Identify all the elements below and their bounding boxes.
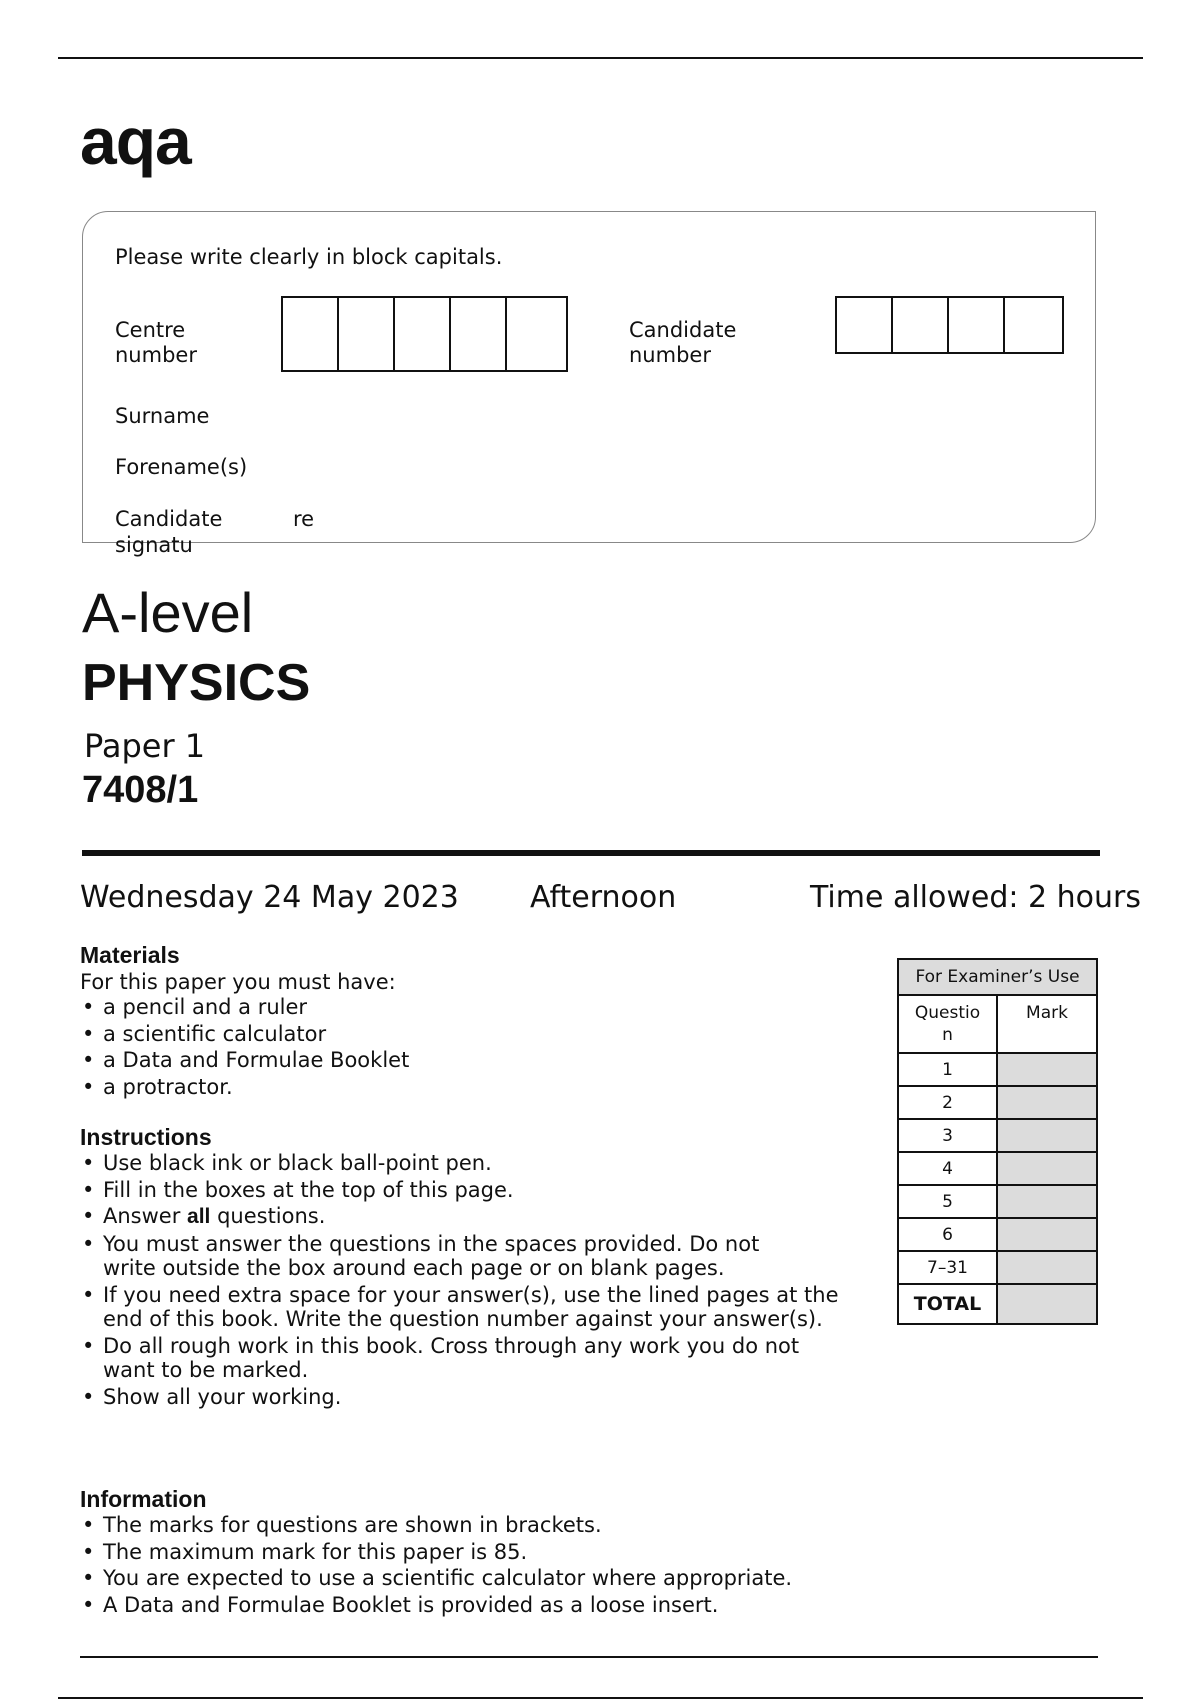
paper-code: 7408/1 (82, 769, 199, 811)
materials-intro: For this paper you must have: (80, 970, 396, 994)
question-number: 7–31 (898, 1251, 997, 1284)
question-number: 6 (898, 1218, 997, 1251)
paper-number: Paper 1 (84, 727, 206, 765)
mark-cell (997, 1086, 1097, 1119)
time-allowed: Time allowed: 2 hours (810, 880, 1142, 915)
question-number: 2 (898, 1086, 997, 1119)
centre-digit-box[interactable] (451, 298, 507, 370)
mark-cell (997, 1251, 1097, 1284)
mark-column-header: Mark (997, 995, 1097, 1053)
candidate-digit-box[interactable] (949, 298, 1005, 352)
examiners-use-table (897, 958, 1098, 1325)
mark-cell (997, 1152, 1097, 1185)
instructions-section (80, 1124, 860, 1411)
candidate-digit-box[interactable] (837, 298, 893, 352)
title-divider (82, 850, 1100, 856)
candidate-digit-box[interactable] (893, 298, 949, 352)
total-mark-cell (997, 1284, 1097, 1324)
list-item: • If you need extra space for your answer(s), use the lined pages at the end of this book. Write the question number against your answer(s). (80, 1283, 843, 1332)
materials-section (80, 942, 860, 1101)
list-item: • Fill in the boxes at the top of this page. (80, 1178, 860, 1203)
list-item: • You are expected to use a scientific calculator where appropriate. (80, 1566, 940, 1591)
question-number: 1 (898, 1053, 997, 1086)
list-item: • a Data and Formulae Booklet (80, 1048, 860, 1073)
centre-digit-box[interactable] (395, 298, 451, 370)
question-column-header: Questio n (898, 995, 997, 1053)
candidate-signature-label-continued: signatu (115, 533, 193, 557)
centre-number-boxes[interactable] (281, 296, 568, 372)
candidate-signature-label: Candidate (115, 507, 223, 531)
list-item: • Use black ink or black ball-point pen. (80, 1151, 860, 1176)
centre-digit-box[interactable] (507, 298, 563, 370)
block-capitals-instruction: Please write clearly in block capitals. (115, 245, 503, 269)
question-number: 5 (898, 1185, 997, 1218)
list-item: • a protractor. (80, 1075, 860, 1100)
instructions-heading: Instructions (80, 1124, 212, 1150)
list-item: • The maximum mark for this paper is 85. (80, 1540, 940, 1565)
information-section (80, 1486, 940, 1619)
mark-cell (997, 1185, 1097, 1218)
mark-cell (997, 1218, 1097, 1251)
surname-label: Surname (115, 404, 210, 428)
question-number: 4 (898, 1152, 997, 1185)
centre-digit-box[interactable] (283, 298, 339, 370)
materials-list (80, 995, 860, 1099)
list-item: • a scientific calculator (80, 1022, 860, 1047)
mark-cell (997, 1119, 1097, 1152)
list-item: • The marks for questions are shown in brackets. (80, 1513, 940, 1538)
candidate-number-label: Candidate number (629, 318, 737, 367)
exam-date: Wednesday 24 May 2023 (80, 880, 459, 915)
forenames-label: Forename(s) (115, 455, 248, 479)
information-heading: Information (80, 1486, 207, 1512)
centre-number-label: Centre number (115, 318, 197, 367)
candidate-signature-label-fragment: re (293, 507, 315, 531)
mark-cell (997, 1053, 1097, 1086)
list-item: • a pencil and a ruler (80, 995, 860, 1020)
examiners-use-heading: For Examiner’s Use (898, 959, 1097, 995)
bottom-rule (80, 1656, 1098, 1658)
instructions-list (80, 1151, 860, 1409)
list-item: • Show all your working. (80, 1385, 860, 1410)
total-label: TOTAL (898, 1284, 997, 1324)
list-item: • You must answer the questions in the spaces provided. Do not write outside the box around each page or on blank pages. (80, 1232, 783, 1281)
candidate-number-boxes[interactable] (835, 296, 1064, 354)
list-item: • Answer all questions. (80, 1204, 860, 1230)
subject-title: PHYSICS (82, 654, 311, 712)
question-number: 3 (898, 1119, 997, 1152)
page-bottom-rule (58, 1697, 1143, 1699)
aqa-logo: aqa (80, 104, 191, 178)
candidate-digit-box[interactable] (1005, 298, 1061, 352)
materials-heading: Materials (80, 942, 180, 968)
information-list (80, 1513, 940, 1617)
list-item: • Do all rough work in this book. Cross through any work you do not want to be marked. (80, 1334, 843, 1383)
qualification-level: A-level (82, 581, 254, 644)
exam-session: Afternoon (530, 880, 677, 915)
list-item: • A Data and Formulae Booklet is provided as a loose insert. (80, 1593, 940, 1618)
top-rule (58, 57, 1143, 59)
centre-digit-box[interactable] (339, 298, 395, 370)
